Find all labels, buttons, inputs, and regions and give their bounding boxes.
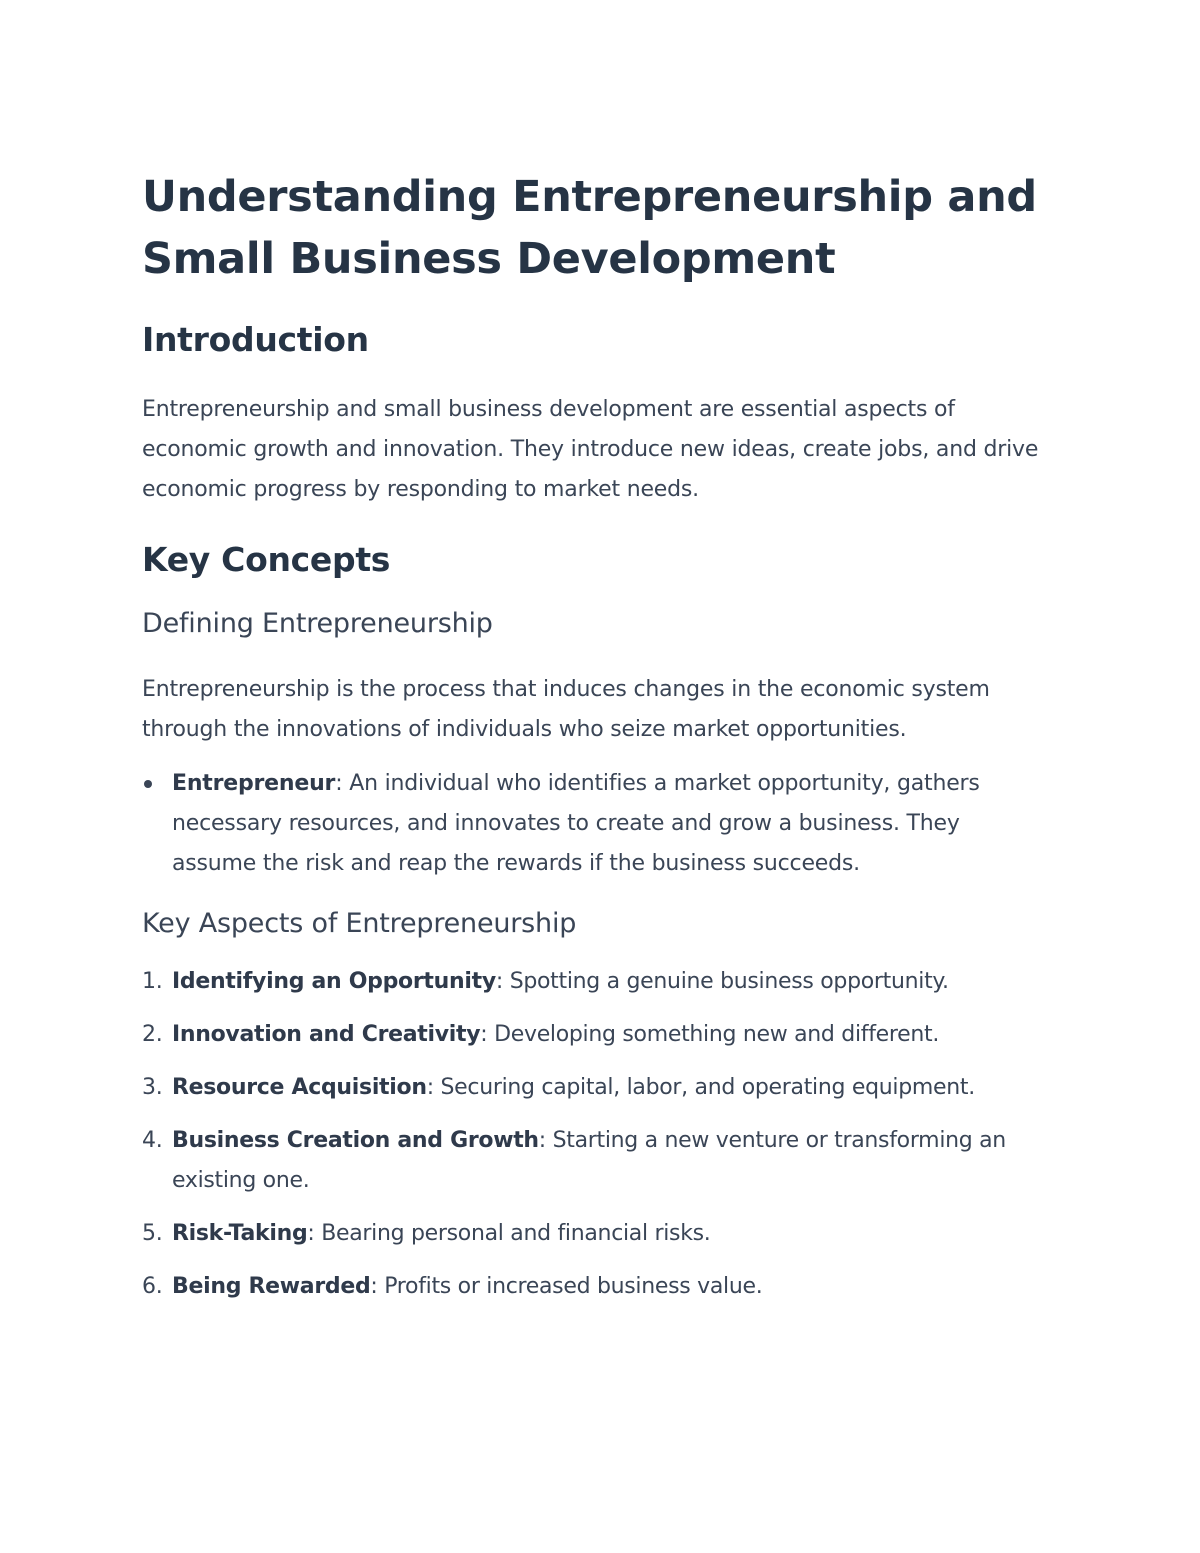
list-item-term: Being Rewarded — [172, 1274, 371, 1299]
list-item-separator: : — [538, 1128, 553, 1153]
list-item-number: 1. — [142, 969, 163, 994]
defining-entrepreneurship-paragraph: Entrepreneurship is the process that induces changes in the economic system through the innovations of individuals who seize market opportunities. — [142, 677, 990, 742]
list-item-text: Developing something new and different. — [494, 1022, 940, 1047]
list-item — [142, 1214, 1060, 1254]
key-concepts-heading: Key Concepts — [142, 540, 391, 579]
list-item-text: Securing capital, labor, and operating equipment. — [440, 1075, 975, 1100]
bullet-icon — [144, 780, 152, 788]
list-item-number: 5. — [142, 1221, 163, 1246]
bullet-text: An individual who identifies a market opportunity, gathers necessary resources, and innovates to create and grow a business. They assume the risk and reap the rewards if the business succeeds. — [172, 771, 980, 876]
key-aspects-list — [142, 962, 1060, 1307]
list-item — [142, 1068, 1060, 1108]
list-item-term: Risk-Taking — [172, 1221, 308, 1246]
list-item-number: 3. — [142, 1075, 163, 1100]
list-item-term: Business Creation and Growth — [172, 1128, 539, 1153]
list-item-number: 2. — [142, 1022, 163, 1047]
defining-entrepreneurship-heading: Defining Entrepreneurship — [142, 608, 493, 639]
introduction-paragraph: Entrepreneurship and small business development are essential aspects of economic growth and innovation. They introduce new ideas, create jobs, and drive economic progress by responding to market needs. — [142, 397, 1039, 502]
list-item-term: Innovation and Creativity — [172, 1022, 481, 1047]
list-item-term: Identifying an Opportunity — [172, 969, 496, 994]
entrepreneur-bullet-list — [142, 764, 1060, 884]
list-item-number: 6. — [142, 1274, 163, 1299]
list-item-number: 4. — [142, 1128, 163, 1153]
list-item — [142, 962, 1060, 1002]
list-item-text: Bearing personal and financial risks. — [321, 1221, 711, 1246]
bullet-term: Entrepreneur — [172, 771, 336, 796]
list-item — [142, 1267, 1060, 1307]
key-aspects-heading: Key Aspects of Entrepreneurship — [142, 908, 577, 939]
list-item-separator: : — [495, 969, 510, 994]
bullet-separator: : — [335, 771, 350, 796]
list-item-text: Starting a new venture or transforming an existing one. — [172, 1128, 1006, 1193]
introduction-heading: Introduction — [142, 320, 369, 359]
list-item-term: Resource Acquisition — [172, 1075, 427, 1100]
list-item — [142, 1121, 1060, 1201]
document-title: Understanding Entrepreneurship and Small Business Development — [142, 172, 1037, 284]
list-item-separator: : — [426, 1075, 441, 1100]
list-item-separator: : — [307, 1221, 322, 1246]
list-item-text: Spotting a genuine business opportunity. — [509, 969, 949, 994]
list-item-separator: : — [480, 1022, 495, 1047]
list-item-text: Profits or increased business value. — [384, 1274, 763, 1299]
list-item — [142, 764, 1060, 884]
list-item-separator: : — [370, 1274, 385, 1299]
list-item — [142, 1015, 1060, 1055]
